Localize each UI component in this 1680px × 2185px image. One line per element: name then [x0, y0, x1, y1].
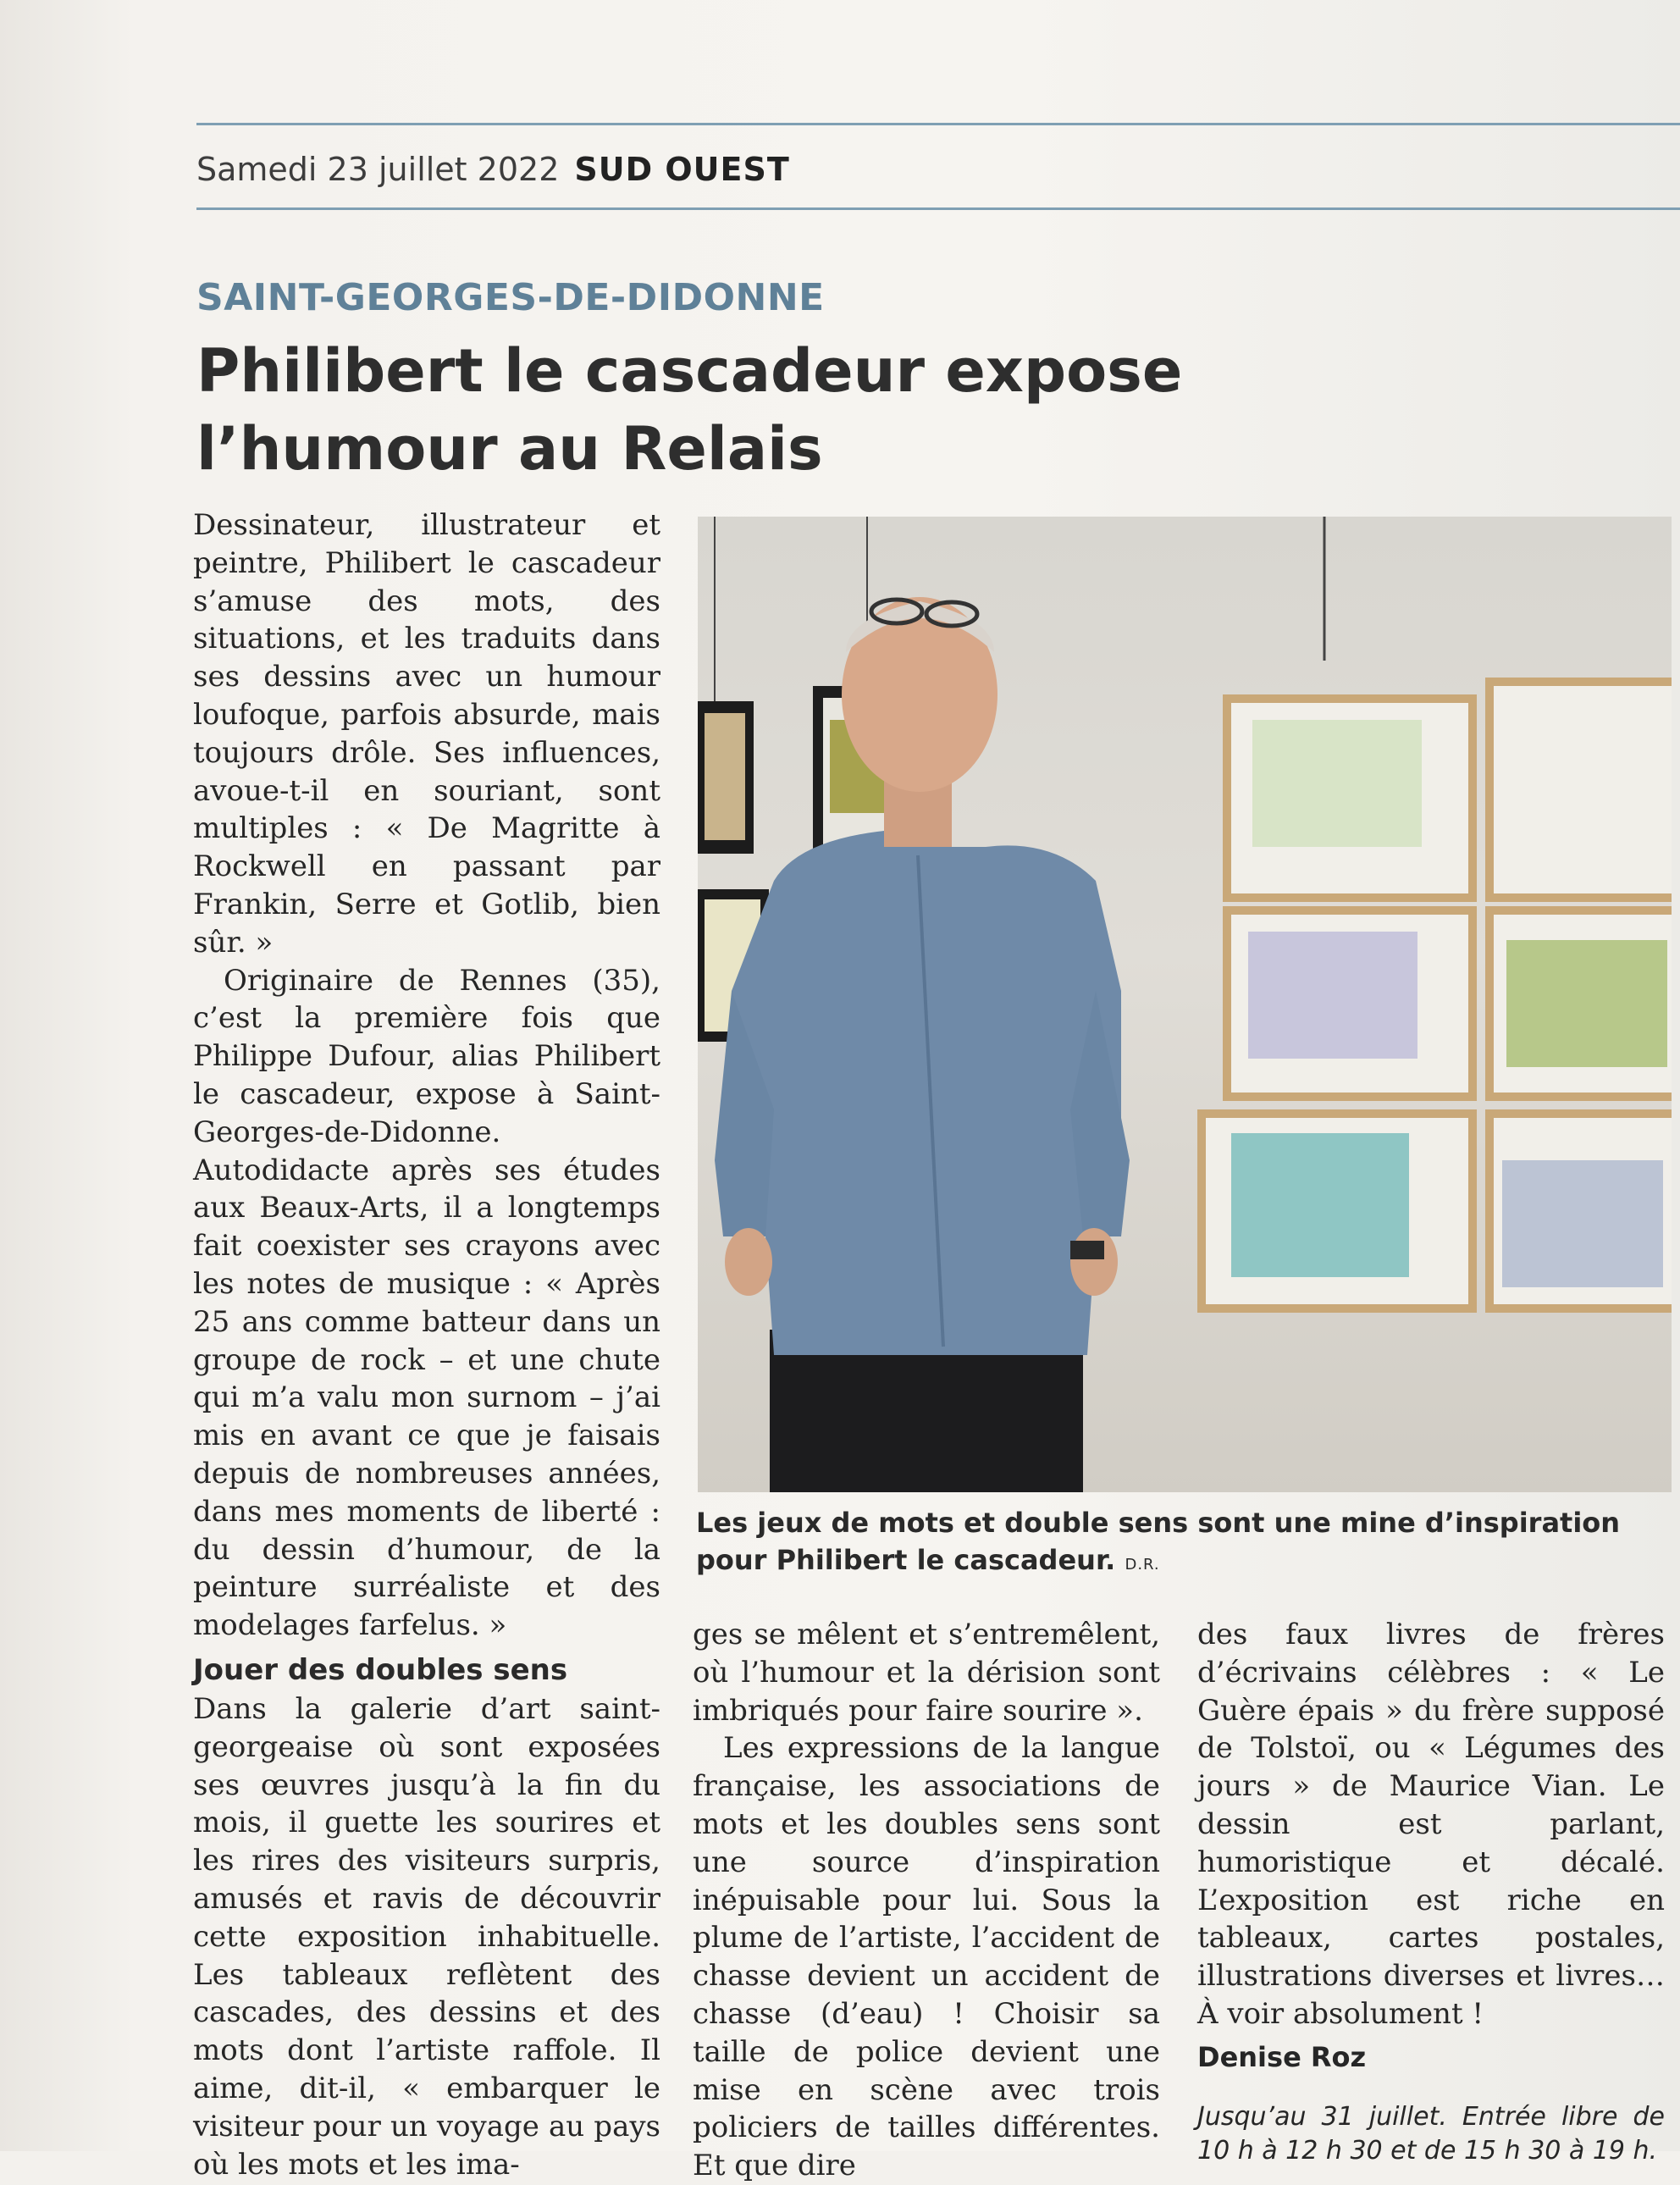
header-dateline — [196, 151, 790, 193]
article-kicker: SAINT-GEORGES-DE-DIDONNE — [196, 276, 825, 319]
photo-credit: D.R. — [1125, 1556, 1160, 1574]
article-photo — [698, 517, 1672, 1492]
article-column-1 — [193, 1653, 660, 2183]
masthead: SUD OUEST — [574, 151, 790, 188]
headline-line-2: l’humour au Relais — [196, 414, 823, 484]
photo-caption — [696, 1504, 1678, 1584]
column-3-paragraph: des faux livres de frères d’écrivains célèbres : « Le Guère épais » du frère supposé de Tolstoï, ou « Légumes des jours » de Maurice Vian. Le dessin est parlant, humoristique et décalé. L’exposition est riche en tableaux, cartes postales, illustrations diverses et livres… À voir absolument ! — [1197, 1618, 1665, 2031]
article-headline — [196, 332, 1213, 488]
article-intro — [193, 506, 660, 1645]
author-byline: Denise Roz — [1197, 2040, 1367, 2073]
article-column-3 — [1197, 1616, 1665, 2168]
exhibition-info: Jusqu’au 31 juillet. Entrée libre de 10 h à 12 h 30 et de 15 h 30 à 19 h. — [1197, 2101, 1665, 2166]
header-rule-bottom — [196, 207, 1680, 210]
intro-paragraph-2: Originaire de Rennes (35), c’est la première fois que Philippe Dufour, alias Philibert le cascadeur, expose à Saint-Georges-de-Didonne. Autodidacte après ses études aux Beaux-Arts, il a longtemps fait coexister ses crayons avec les notes de musique : « Après 25 ans comme batteur dans un groupe de rock – et une chute qui m’a valu mon surnom – j’ai mis en avant ce que je faisais depuis de nombreuses années, dans mes moments de liberté : du dessin d’humour, de la peinture surréaliste et des modelages farfelus. » — [193, 963, 660, 1643]
caption-text: Les jeux de mots et double sens sont une mine d’inspiration pour Philibert le cascadeur. — [696, 1507, 1621, 1576]
column-2-paragraph-2: Les expressions de la langue française, les associations de mots et les doubles sens sont une source d’inspiration inépuisable pour lui. Sous la plume de l’artiste, l’accident de chasse devient un accident de chasse (d’eau) ! Choisir sa taille de police devient une mise en scène avec trois policiers de tailles différentes. Et que dire — [693, 1731, 1160, 2183]
header-rule-top — [196, 123, 1680, 125]
intro-paragraph-1: Dessinateur, illustrateur et peintre, Philibert le cascadeur s’amuse des mots, des situations, et les traduits dans ses dessins avec un humour loufoque, parfois absurde, mais toujours drôle. Ses influences, avoue-t-il en souriant, sont multiples : « De Magritte à Rockwell en passant par Frankin, Serre et Gotlib, bien sûr. » — [193, 508, 660, 960]
headline-line-1: Philibert le cascadeur expose — [196, 336, 1183, 406]
photo-artist-exhibition — [698, 517, 1672, 1492]
issue-date: Samedi 23 juillet 2022 — [196, 151, 560, 188]
column-1-paragraph: Dans la galerie d’art saint-georgeaise où sont exposées ses œuvres jusqu’à la fin du mois, il guette les sourires et les rires des visiteurs surpris, amusés et ravis de découvrir cette exposition inhabituelle. Les tableaux reflètent des cascades, des dessins et des mots dont l’artiste raffole. Il aime, dit-il, « embarquer le visiteur pour un voyage au pays où les mots et les ima- — [193, 1692, 660, 2182]
article-column-2 — [693, 1616, 1160, 2185]
column-2-paragraph-1: ges se mêlent et s’entremêlent, où l’humour et la dérision sont imbriqués pour faire sourire ». — [693, 1618, 1160, 1728]
article-subhead: Jouer des doubles sens — [193, 1653, 568, 1687]
